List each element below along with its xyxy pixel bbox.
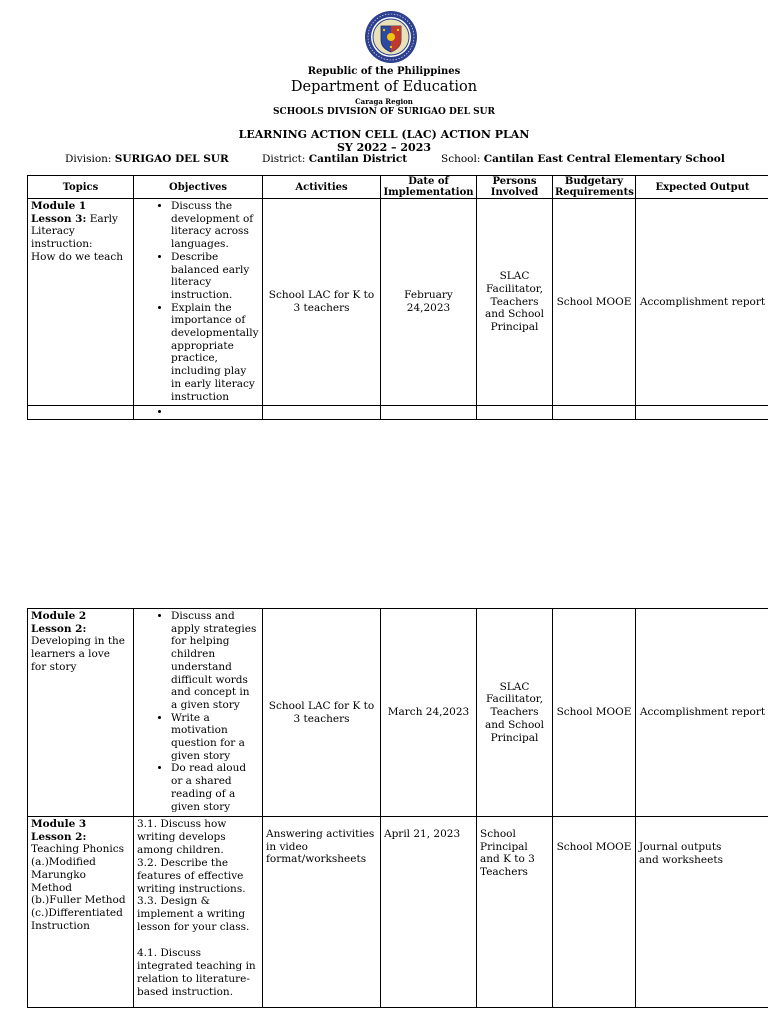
objective-item: • Explain the importance of developmentally appropriate practice, including play in early literacy instruction <box>171 302 259 404</box>
empty-cell <box>381 406 477 420</box>
district-label: District: <box>262 153 306 165</box>
table-row <box>28 199 768 406</box>
topic-line: Method <box>31 881 72 894</box>
topic-line: (a.)Modified <box>31 856 96 869</box>
objective-line: features of effective <box>137 869 244 882</box>
persons-cell: SLAC Facilitator, Teachers and School Principal <box>477 609 553 817</box>
date-cell: March 24,2023 <box>381 609 477 817</box>
objective-line: 3.2. Describe the <box>137 856 229 869</box>
output-cell <box>636 817 768 1008</box>
topic-line: Instruction <box>31 919 90 932</box>
deped-seal-icon <box>364 10 418 64</box>
objectives-cell <box>134 199 263 406</box>
lesson-label: Lesson 2: <box>31 622 87 635</box>
module-label: Module 3 <box>31 818 87 830</box>
objective-item: • Do read aloud or a shared reading of a given story <box>171 762 259 813</box>
objective-item: • Discuss the development of literacy across languages. <box>171 200 259 251</box>
objective-line: lesson for your class. <box>137 921 250 934</box>
district-info <box>262 153 407 165</box>
action-plan-table-2 <box>27 608 768 1008</box>
output-cell: Accomplishment report <box>636 609 768 817</box>
topic-cell <box>28 609 134 817</box>
objectives-cell <box>134 817 263 1008</box>
table-row <box>28 609 768 817</box>
activities-cell: School LAC for K to 3 teachers <box>263 609 381 817</box>
header-division-office: SCHOOLS DIVISION OF SURIGAO DEL SUR <box>273 107 495 117</box>
date-cell: February 24,2023 <box>381 199 477 406</box>
topic-line: Teaching Phonics <box>31 843 125 856</box>
empty-cell <box>553 406 636 420</box>
objective-item: • Describe balanced early literacy instruction. <box>171 251 259 302</box>
column-header: Expected Output <box>636 176 768 199</box>
budget-text: School MOOE <box>556 841 632 853</box>
topic-line: How do we teach <box>31 250 124 263</box>
action-plan-table-1 <box>27 175 768 420</box>
topic-cell <box>28 817 134 1008</box>
topic-line: Literacy <box>31 225 75 238</box>
table-header-row <box>28 176 768 199</box>
person-line: School <box>480 828 516 840</box>
persons-cell: SLAC Facilitator, Teachers and School Principal <box>477 199 553 406</box>
person-line: Teachers <box>480 866 528 879</box>
column-header: Persons Involved <box>477 176 553 199</box>
objective-line: implement a writing <box>137 908 246 921</box>
column-header: Activities <box>263 176 381 199</box>
header-republic: Republic of the Philippines <box>307 66 461 77</box>
objective-line: integrated teaching in <box>137 959 256 972</box>
empty-cell <box>28 406 134 420</box>
person-line: Principal <box>480 840 528 853</box>
objective-line: relation to literature- <box>137 972 250 985</box>
table-row <box>28 817 768 1008</box>
column-header: Budgetary Requirements <box>553 176 636 199</box>
empty-cell <box>263 406 381 420</box>
date-cell: April 21, 2023 <box>381 817 477 1008</box>
column-header: Objectives <box>134 176 263 199</box>
topic-line: Developing in the <box>31 635 126 648</box>
school-year: SY 2022 – 2023 <box>336 141 431 154</box>
empty-objective-cell <box>134 406 263 420</box>
topic-cell <box>28 199 134 406</box>
school-value: Cantilan East Central Elementary School <box>483 153 725 165</box>
activity-line: Answering activities <box>266 828 375 840</box>
document-title: LEARNING ACTION CELL (LAC) ACTION PLAN <box>238 128 530 141</box>
division-info <box>65 153 229 165</box>
topic-line: learners a love <box>31 648 110 661</box>
module-label: Module 1 <box>31 200 87 212</box>
topic-line: for story <box>31 660 77 673</box>
column-header: Date of Implementation <box>381 176 477 199</box>
budget-cell <box>553 817 636 1008</box>
topic-line: instruction: <box>31 238 93 251</box>
topic-line: Early <box>89 212 118 225</box>
district-value: Cantilan District <box>308 153 408 165</box>
objective-spacer <box>137 934 259 947</box>
output-line: and worksheets <box>639 853 723 866</box>
empty-row <box>28 406 768 420</box>
topic-line: (b.)Fuller Method <box>31 894 126 907</box>
budget-cell: School MOOE <box>553 609 636 817</box>
empty-bullet <box>171 407 259 418</box>
output-cell: Accomplishment report <box>636 199 768 406</box>
objective-line: based instruction. <box>137 985 234 998</box>
activity-line: format/worksheets <box>266 853 367 866</box>
division-label: Division: <box>65 153 112 165</box>
objective-line: 3.3. Design & <box>137 895 210 908</box>
lesson-label: Lesson 3: <box>31 212 87 225</box>
header-department: Department of Education <box>290 79 478 95</box>
activities-cell: School LAC for K to 3 teachers <box>263 199 381 406</box>
lesson-label: Lesson 2: <box>31 830 87 843</box>
objective-line: writing instructions. <box>137 882 246 895</box>
person-line: and K to 3 <box>480 853 535 866</box>
school-label: School: <box>441 153 481 165</box>
activity-line: in video <box>266 840 309 853</box>
activities-cell <box>263 817 381 1008</box>
objective-line: 4.1. Discuss <box>137 947 201 960</box>
module-label: Module 2 <box>31 610 87 622</box>
persons-cell <box>477 817 553 1008</box>
header-region: Caraga Region <box>355 97 413 106</box>
objective-line: among children. <box>137 843 224 856</box>
school-info <box>441 153 725 165</box>
objective-line: writing develops <box>137 830 226 843</box>
objective-item: • Write a motivation question for a given story <box>171 712 259 763</box>
objective-line: 3.1. Discuss how <box>137 818 227 830</box>
budget-cell: School MOOE <box>553 199 636 406</box>
division-value: SURIGAO DEL SUR <box>114 153 229 165</box>
topic-line: Marungko <box>31 868 86 881</box>
objectives-cell <box>134 609 263 817</box>
output-line: Journal outputs <box>639 841 722 853</box>
objective-item: • Discuss and apply strategies for helping children understand difficult words and concept in a given story <box>171 610 259 712</box>
column-header: Topics <box>28 176 134 199</box>
topic-line: (c.)Differentiated <box>31 906 123 919</box>
empty-cell <box>636 406 768 420</box>
empty-cell <box>477 406 553 420</box>
